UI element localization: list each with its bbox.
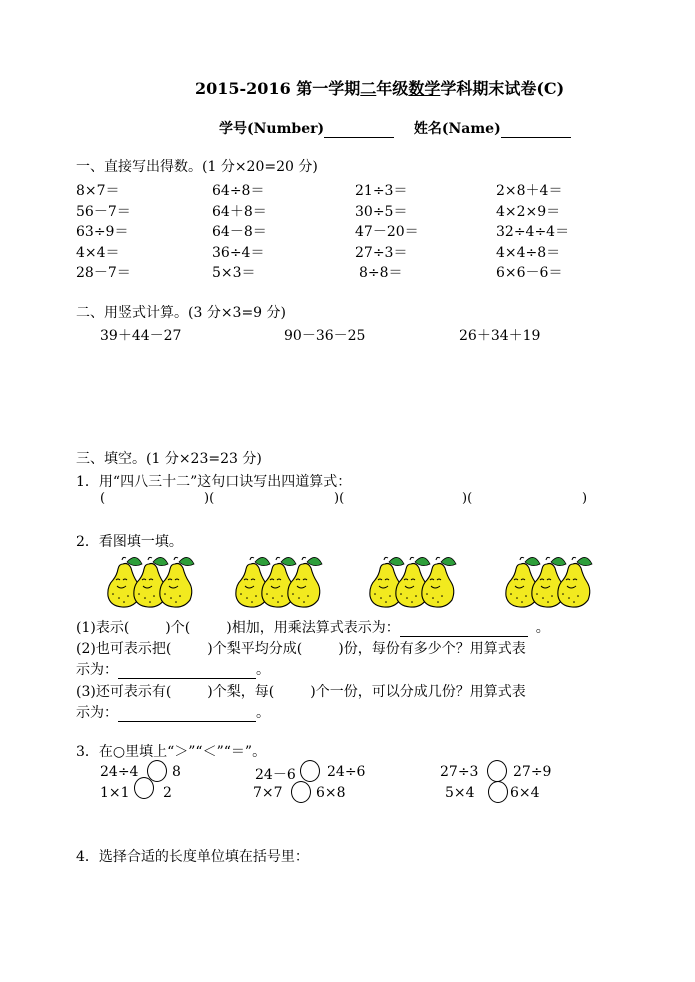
compare-circle[interactable] — [134, 777, 154, 799]
q2-part2-cont — [76, 659, 270, 679]
compare-circle[interactable] — [487, 760, 507, 782]
compare-right: 24÷6 — [327, 764, 366, 780]
calc-item: 47－20＝ — [355, 224, 419, 240]
compare-right: 27÷9 — [513, 764, 552, 780]
q2-p3-end: 。 — [256, 705, 270, 721]
q1-paren: ) — [582, 491, 588, 506]
q2-p2-a: (2)也可表示把( — [76, 641, 172, 657]
q4-text: 4．选择合适的长度单位填在括号里： — [76, 849, 309, 865]
calc-item: 30÷5＝ — [355, 204, 408, 220]
q2-p3-answer-line[interactable] — [118, 707, 256, 722]
compare-left: 27÷3 — [440, 764, 479, 780]
calc-item: 6×6－6＝ — [496, 265, 563, 281]
compare-left: 24÷4 — [100, 764, 139, 780]
name-label: 姓名(Name) — [413, 121, 501, 137]
calc-item: 32÷4÷4＝ — [496, 224, 570, 240]
q2-p2-cont: 示为： — [76, 662, 118, 678]
compare-left: 24－6 — [255, 767, 296, 783]
number-blank[interactable] — [324, 123, 394, 138]
page-title — [195, 76, 564, 99]
calc-item: 2×8＋4＝ — [496, 183, 563, 199]
calc-item: 64＋8＝ — [212, 204, 267, 220]
compare-left: 1×1 — [100, 785, 130, 801]
q1-paren: )( — [462, 491, 473, 506]
q2-text: 2．看图填一填。 — [76, 534, 183, 550]
compare-right: 6×8 — [316, 785, 346, 801]
q2-p3-a: (3)还可表示有( — [76, 684, 172, 700]
q2-p3-b: )个梨，每( — [207, 684, 275, 700]
name-blank[interactable] — [501, 123, 571, 138]
q2-p1-c: )相加，用乘法算式表示为： — [226, 620, 400, 636]
q2-p2-answer-line[interactable] — [118, 664, 256, 679]
pear-group — [362, 552, 462, 612]
q2-p2-b: )个梨平均分成( — [207, 641, 303, 657]
section3-heading: 三、填空。(1 分×23=23 分) — [76, 451, 262, 467]
q2-part1 — [76, 617, 550, 637]
compare-right: 8 — [172, 764, 181, 780]
calc-item: 64÷8＝ — [212, 183, 265, 199]
compare-right: 2 — [163, 785, 172, 801]
pear-group — [100, 552, 200, 612]
title-grade: 二 — [360, 79, 377, 98]
q2-p2-end: 。 — [256, 662, 270, 678]
q2-part2 — [76, 638, 526, 658]
q2-part3 — [76, 681, 526, 701]
q1-text: 1．用“四八三十二”这句口诀写出四道算式： — [76, 474, 352, 490]
number-label: 学号(Number) — [219, 121, 325, 137]
calc-item: 4×4＝ — [76, 245, 120, 261]
title-suffix: 学科期末试卷(C) — [440, 79, 565, 98]
q2-p1-end: 。 — [535, 620, 550, 636]
calc-item: 4×2×9＝ — [496, 204, 561, 220]
student-info — [219, 118, 571, 138]
calc-item: 27÷3＝ — [355, 245, 408, 261]
q1-paren: ( — [100, 491, 106, 506]
q2-p1-a: (1)表示( — [76, 620, 130, 636]
calc-item: 28－7＝ — [76, 265, 131, 281]
vertical-calc-problem: 26＋34＋19 — [459, 328, 541, 344]
compare-right: 6×4 — [510, 785, 540, 801]
title-subject: 数学 — [408, 79, 441, 98]
compare-left: 7×7 — [253, 785, 283, 801]
calc-item: 63÷9＝ — [76, 224, 129, 240]
section1-heading: 一、直接写出得数。(1 分×20=20 分) — [76, 159, 318, 175]
q1-paren: )( — [334, 491, 345, 506]
vertical-calc-problem: 90－36－25 — [284, 328, 366, 344]
q2-p3-cont: 示为： — [76, 705, 118, 721]
compare-circle[interactable] — [300, 760, 320, 782]
title-mid: 年级 — [376, 79, 409, 98]
calc-item: 21÷3＝ — [355, 183, 408, 199]
q2-p1-answer-line[interactable] — [400, 622, 528, 637]
calc-item: 56－7＝ — [76, 204, 131, 220]
q2-part3-cont — [76, 702, 270, 722]
calc-item: 4×4÷8＝ — [496, 245, 561, 261]
section2-heading: 二、用竖式计算。(3 分×3=9 分) — [76, 305, 287, 321]
pear-group — [498, 552, 598, 612]
calc-item: 8×7＝ — [76, 183, 120, 199]
compare-circle[interactable] — [291, 781, 311, 803]
q2-p2-c: )份，每份有多少个？用算式表 — [338, 641, 526, 657]
title-prefix: 2015-2016 第一学期 — [195, 79, 361, 98]
compare-circle[interactable] — [488, 781, 508, 803]
q2-p1-b: )个( — [165, 620, 191, 636]
compare-left: 5×4 — [445, 785, 475, 801]
pear-group — [228, 552, 328, 612]
q1-paren: )( — [204, 491, 215, 506]
calc-item: 8÷8＝ — [359, 265, 403, 281]
vertical-calc-problem: 39＋44－27 — [100, 328, 182, 344]
calc-item: 64－8＝ — [212, 224, 267, 240]
q3-text: 3．在○里填上“＞”“＜”“＝”。 — [76, 744, 267, 760]
calc-item: 36÷4＝ — [212, 245, 265, 261]
q2-p3-c: )个一份，可以分成几份？用算式表 — [310, 684, 526, 700]
calc-item: 5×3＝ — [212, 265, 256, 281]
